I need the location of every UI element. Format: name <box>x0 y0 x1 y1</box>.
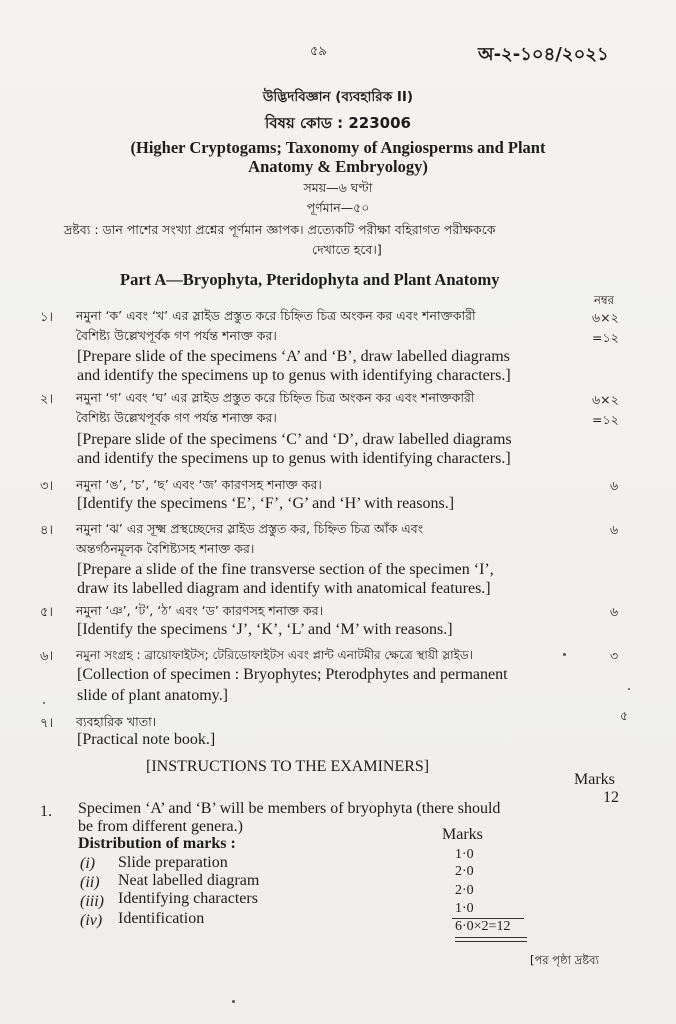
question-number: ৫। <box>40 605 54 620</box>
question-number: ৭। <box>40 716 54 731</box>
question-text-bengali: নমুনা ‘ঝ’ এর সূক্ষ্ম প্রস্থচ্ছেদের স্লাইড প্রস্তুত কর, চিহ্নিত চিত্র আঁক এবং <box>76 521 424 536</box>
question-text-bengali: নমুনা ‘ঙ’, ‘চ’, ‘ছ’ এবং ‘জ’ কারণসহ শনাক্ত কর। <box>76 477 322 492</box>
instruction-text: Specimen ‘A’ and ‘B’ will be members of bryophyta (there should <box>78 800 501 817</box>
subject-code: বিষয় কোড : 223006 <box>264 114 411 132</box>
distribution-title: Distribution of marks : <box>78 835 236 852</box>
question-text-bengali: বৈশিষ্ট্য উল্লেখপূর্বক গণ পর্যন্ত শনাক্ত কর। <box>76 328 277 343</box>
distribution-roman: (i) <box>80 855 96 872</box>
distribution-marks: 1·0 <box>455 901 474 916</box>
scan-speck <box>563 653 566 656</box>
question-marks: ৩ <box>610 648 619 663</box>
question-text-english: [Collection of specimen : Bryophytes; Pterodphytes and permanent <box>77 666 508 683</box>
marks-column-header: নম্বর <box>594 293 614 307</box>
subject-title-english-line1: (Higher Cryptogams; Taxonomy of Angiosperms and Plant <box>130 138 546 157</box>
page-number: ৫৯ <box>310 44 327 59</box>
question-text-bengali: নমুনা সংগ্রহ : ব্রায়োফাইটস; টেরিডোফাইটস এবং প্লান্ট এনাটমীর ক্ষেত্রে স্থায়ী স্লাইড। <box>76 648 473 662</box>
scan-speck <box>43 702 45 704</box>
distribution-label: Slide preparation <box>118 854 228 871</box>
distribution-roman: (iii) <box>80 893 104 910</box>
question-text-english: [Identify the specimens ‘J’, ‘K’, ‘L’ and ‘M’ with reasons.] <box>77 621 453 638</box>
next-page-note: [পর পৃষ্ঠা দ্রষ্টব্য <box>530 953 599 967</box>
instructions-title: [INSTRUCTIONS TO THE EXAMINERS] <box>146 758 430 775</box>
distribution-total: 6·0×2=12 <box>455 919 511 934</box>
subject-title-english-line2: Anatomy & Embryology) <box>248 157 428 176</box>
distribution-marks: 2·0 <box>455 883 474 898</box>
question-number: ১। <box>40 310 54 325</box>
question-text-english: [Prepare a slide of the fine transverse section of the specimen ‘I’, <box>77 561 494 578</box>
distribution-marks: 1·0 <box>455 847 474 862</box>
question-marks-total: =১২ <box>592 412 619 427</box>
question-text-english: [Identify the specimens ‘E’, ‘F’, ‘G’ and ‘H’ with reasons.] <box>77 495 455 512</box>
question-text-english: [Prepare slide of the specimens ‘A’ and ‘B’, draw labelled diagrams <box>77 348 510 365</box>
note-line2: দেখাতে হবে।] <box>312 242 382 257</box>
question-text-bengali: ব্যবহারিক খাতা। <box>76 714 157 729</box>
exam-time: সময়—৬ ঘণ্টা <box>303 180 373 195</box>
question-number: ৬। <box>40 649 54 664</box>
question-marks: ৬×২ <box>592 392 619 407</box>
subject-title-bengali: উদ্ভিদবিজ্ঞান (ব্যবহারিক II) <box>262 89 414 105</box>
question-marks: ৫ <box>620 708 629 723</box>
question-text-bengali: নমুনা ‘ক’ এবং ‘খ’ এর স্লাইড প্রস্তুত করে চিহ্নিত চিত্র অংকন কর এবং শনাক্তকারী <box>76 308 476 323</box>
question-number: ২। <box>40 392 54 407</box>
question-text-english: and identify the specimens up to genus with identifying characters.] <box>77 367 511 384</box>
distribution-marks: 2·0 <box>455 864 474 879</box>
question-number: ৪। <box>40 523 54 538</box>
instruction-text: be from different genera.) <box>78 818 243 835</box>
question-text-english: [Prepare slide of the specimens ‘C’ and ‘D’, draw labelled diagrams <box>77 431 512 448</box>
paper-code: অ-২-১০৪/২০২১ <box>478 44 609 65</box>
question-marks: ৬ <box>610 522 619 537</box>
question-number: ৩। <box>40 479 54 494</box>
question-marks: ৬ <box>610 478 619 493</box>
distribution-roman: (iv) <box>80 912 103 929</box>
question-text-bengali: নমুনা ‘গ’ এবং ‘ঘ’ এর স্লাইড প্রস্তুত করে চিহ্নিত চিত্র অংকন কর এবং শনাক্তকারী <box>76 390 475 405</box>
question-marks-total: =১২ <box>592 330 619 345</box>
full-marks: পূর্ণমান—৫০ <box>306 200 370 215</box>
note-line1: দ্রষ্টব্য : ডান পাশের সংখ্যা প্রশ্নের পূর্ণমান জ্ঞাপক। প্রত্যেকটি পরীক্ষা বহিরাগত পরীক্ষককে <box>64 222 496 237</box>
distribution-marks-header: Marks <box>442 826 483 843</box>
part-a-title: Part A—Bryophyta, Pteridophyta and Plant Anatomy <box>120 270 500 289</box>
question-text-bengali: নমুনা ‘ঞ’, ‘ট’, ‘ঠ’ এবং ‘ড’ কারণসহ শনাক্ত কর। <box>76 603 324 618</box>
distribution-label: Identification <box>118 910 205 927</box>
instruction-number: 1. <box>40 803 52 820</box>
question-text-bengali: অন্তর্গঠনমূলক বৈশিষ্ট্যসহ শনাক্ত কর। <box>76 541 255 556</box>
distribution-label: Identifying characters <box>118 890 258 907</box>
question-text-bengali: বৈশিষ্ট্য উল্লেখপূর্বক গণ পর্যন্ত শনাক্ত কর। <box>76 410 277 425</box>
instruction-marks: 12 <box>603 789 619 806</box>
scan-speck <box>628 688 630 690</box>
instructions-marks-header: Marks <box>574 771 615 788</box>
distribution-label: Neat labelled diagram <box>118 872 260 889</box>
question-text-english: and identify the specimens up to genus with identifying characters.] <box>77 450 511 467</box>
total-double-rule <box>455 937 527 942</box>
question-text-english: [Practical note book.] <box>77 731 216 748</box>
question-text-english: slide of plant anatomy.] <box>77 687 228 704</box>
distribution-roman: (ii) <box>80 874 100 891</box>
scan-speck <box>232 1000 235 1003</box>
question-marks: ৬ <box>610 604 619 619</box>
question-text-english: draw its labelled diagram and identify with anatomical features.] <box>77 580 491 597</box>
question-marks: ৬×২ <box>592 310 619 325</box>
